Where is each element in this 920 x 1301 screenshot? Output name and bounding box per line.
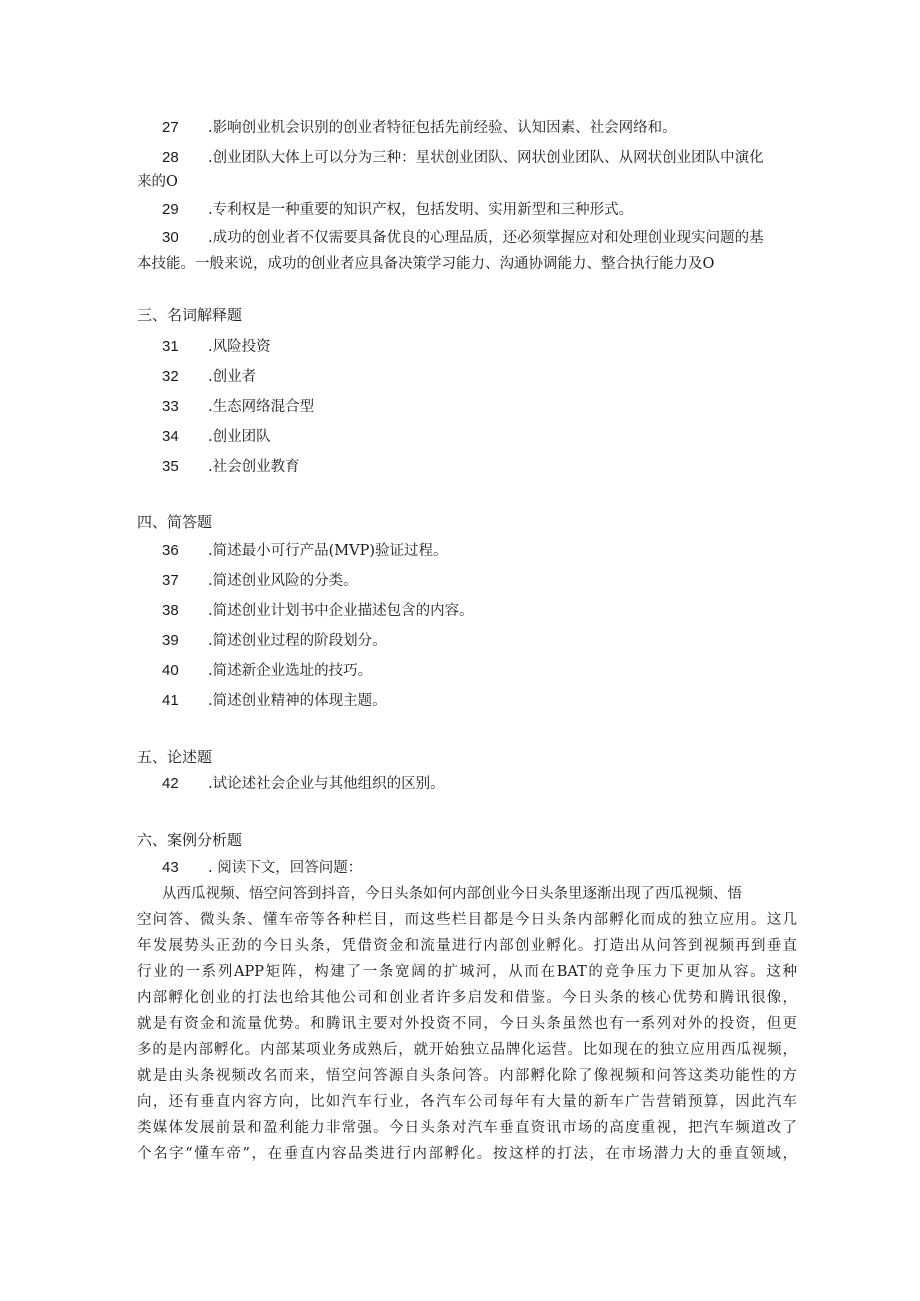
- question-number: 36: [162, 542, 179, 559]
- question-text: .简述创业计划书中企业描述包含的内容。: [208, 603, 474, 619]
- question-31: [162, 337, 822, 357]
- question-30: [162, 228, 822, 248]
- question-42: [162, 774, 822, 794]
- question-30-continuation: 本技能。一般来说，成功的创业者应具备决策学习能力、沟通协调能力、整合执行能力及O: [137, 256, 715, 272]
- question-39: [162, 631, 822, 651]
- question-27: [162, 118, 822, 138]
- question-35: [162, 457, 822, 477]
- question-text: .风险投资: [208, 339, 271, 355]
- passage-line: 多的是内部孵化。内部某项业务成熟后，就开始独立品牌化运营。比如现在的独立应用西瓜视频，: [137, 1042, 797, 1058]
- question-number: 30: [162, 229, 179, 246]
- question-text: .创业团队: [208, 429, 271, 445]
- question-28: [162, 148, 822, 168]
- question-number: 40: [162, 662, 179, 679]
- section-title-case-analysis: 六、案例分析题: [137, 831, 243, 849]
- question-number: 42: [162, 775, 179, 792]
- question-number: 28: [162, 149, 179, 166]
- question-number: 35: [162, 458, 179, 475]
- question-text: .简述最小可行产品(MVP)验证过程。: [208, 543, 448, 559]
- question-text: .简述创业风险的分类。: [208, 573, 358, 589]
- question-text: .专利权是一种重要的知识产权，包括发明、实用新型和三种形式。: [208, 202, 634, 218]
- question-text: .成功的创业者不仅需要具备优良的心理品质，还必须掌握应对和处理创业现实问题的基: [208, 230, 764, 246]
- passage-line: 向，还有垂直内容方向，比如汽车行业，各汽车公司每年有大量的新车广告营销预算，因此汽车: [137, 1094, 797, 1110]
- question-text: .社会创业教育: [208, 459, 300, 475]
- passage-line: 就是由头条视频改名而来，悟空问答源自头条问答。内部孵化除了像视频和问答这类功能性的方: [137, 1068, 797, 1084]
- question-29: [162, 200, 822, 220]
- question-number: 27: [162, 119, 179, 136]
- question-number: 32: [162, 368, 179, 385]
- section-title-short-answer: 四、简答题: [137, 513, 213, 531]
- question-text: .简述创业精神的体现主题。: [208, 693, 387, 709]
- question-text: .试论述社会企业与其他组织的区别。: [208, 776, 445, 792]
- question-text: .创业团队大体上可以分为三种：星状创业团队、网状创业团队、从网状创业团队中演化: [208, 150, 764, 166]
- question-34: [162, 427, 822, 447]
- question-text: . 阅读下文，回答问题：: [208, 860, 363, 876]
- question-text: .简述创业过程的阶段划分。: [208, 633, 387, 649]
- question-43: [162, 858, 822, 878]
- question-number: 31: [162, 338, 179, 355]
- question-text: .生态网络混合型: [208, 399, 315, 415]
- question-number: 39: [162, 632, 179, 649]
- passage-line: 内部孵化创业的打法也给其他公司和创业者许多启发和借鉴。今日头条的核心优势和腾讯很像，: [137, 990, 797, 1006]
- question-number: 38: [162, 602, 179, 619]
- question-28-continuation: 来的O: [137, 174, 178, 190]
- question-number: 33: [162, 398, 179, 415]
- question-32: [162, 367, 822, 387]
- passage-line: 类媒体发展前景和盈利能力非常强。今日头条对汽车垂直资讯市场的高度重视，把汽车频道改了: [137, 1120, 797, 1136]
- question-33: [162, 397, 822, 417]
- passage-line: 年发展势头正劲的今日头条，凭借资金和流量进行内部创业孵化。打造出从问答到视频再到垂直: [137, 938, 797, 954]
- passage-line: 从西瓜视频、悟空问答到抖音，今日头条如何内部创业今日头条里逐渐出现了西瓜视频、悟: [162, 886, 742, 902]
- question-number: 34: [162, 428, 179, 445]
- passage-line: 个名字“懂车帝”，在垂直内容品类进行内部孵化。按这样的打法，在市场潜力大的垂直领域，: [137, 1146, 797, 1162]
- passage-line: 就是有资金和流量优势。和腾讯主要对外投资不同，今日头条虽然也有一系列对外的投资，但更: [137, 1016, 797, 1032]
- question-text: .影响创业机会识别的创业者特征包括先前经验、认知因素、社会网络和。: [208, 120, 677, 136]
- question-text: .简述新企业选址的技巧。: [208, 663, 373, 679]
- passage-line: 行业的一系列APP矩阵，构建了一条宽阔的扩城河，从而在BAT的竞争压力下更加从容。这种: [137, 964, 797, 980]
- question-37: [162, 571, 822, 591]
- passage-line: 空问答、微头条、懂车帝等各种栏目，而这些栏目都是今日头条内部孵化而成的独立应用。这几: [137, 912, 797, 928]
- question-number: 29: [162, 201, 179, 218]
- question-number: 37: [162, 572, 179, 589]
- section-title-terms: 三、名词解释题: [137, 306, 243, 324]
- question-41: [162, 691, 822, 711]
- question-36: [162, 541, 822, 561]
- question-40: [162, 661, 822, 681]
- question-text: .创业者: [208, 369, 257, 385]
- section-title-essay: 五、论述题: [137, 748, 213, 766]
- question-number: 41: [162, 692, 179, 709]
- question-38: [162, 601, 822, 621]
- question-number: 43: [162, 859, 179, 876]
